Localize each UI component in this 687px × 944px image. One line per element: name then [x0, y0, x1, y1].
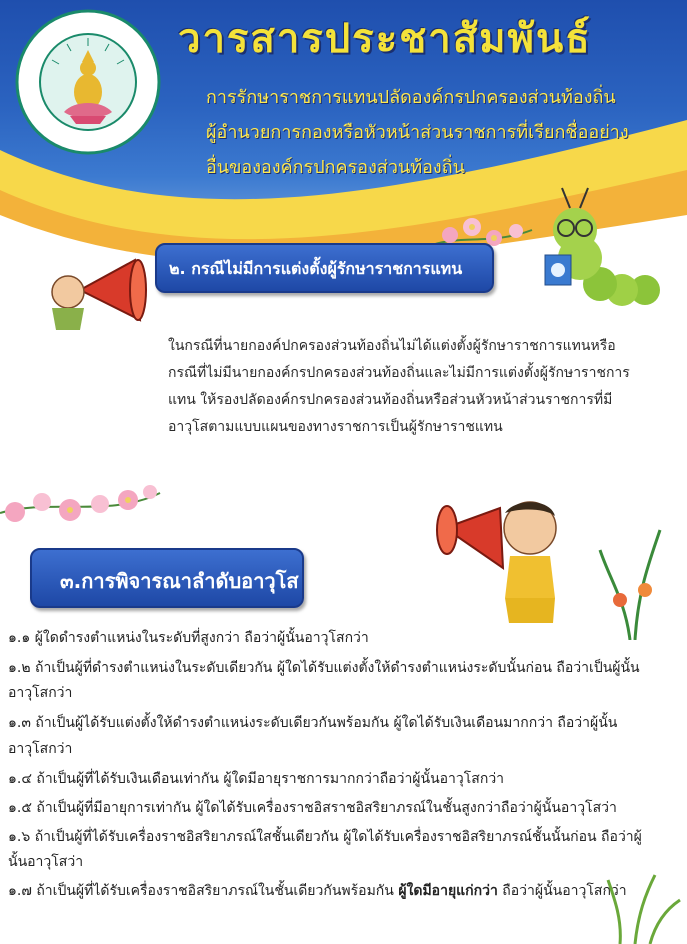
seniority-item: [8, 712, 617, 734]
item-number: ๑.๓: [8, 715, 31, 731]
paragraph-line: อาวุโสตามแบบแผนของทางราชการเป็นผู้รักษาราชแทน: [168, 419, 503, 435]
seniority-item: [8, 880, 627, 902]
item-text: ถือว่าผู้นั้นอาวุโสกว่า: [502, 883, 627, 899]
item-number: ๑.๖: [8, 829, 31, 845]
grass-illustration: [600, 870, 687, 944]
paragraph-line: แทน ให้รองปลัดองค์กรปกครองส่วนท้องถิ่นหรือส่วนหัวหน้าส่วนราชการที่มี: [168, 392, 613, 408]
paragraph-line: กรณีที่ไม่มีนายกองค์กรปกครองส่วนท้องถิ่นและไม่มีการแต่งตั้งผู้รักษาราชการ: [168, 365, 630, 381]
item-continuation: อาวุโสกว่า: [8, 685, 73, 701]
subtitle-line: การรักษาราชการแทนปลัดองค์กรปกครองส่วนท้องถิ่น: [206, 87, 616, 108]
item-text: ถ้าเป็นผู้ที่มีอายุการเท่ากัน ผู้ใดได้รับเครื่องราชอิสราชอิสริยาภรณ์ในชั้นสูงกว่าถือว่าผู้นั้นอาวุโสว่า: [36, 800, 617, 816]
item-text: ถ้าเป็นผู้ที่ดำรงตำแหน่งในระดับเดียวกัน ผู้ใดได้รับแต่งตั้งให้ดำรงตำแหน่งระดับนั้นก่อน ถือว่าเป็นผู้นั้น: [35, 660, 640, 676]
item-number: ๑.๕: [8, 800, 32, 816]
item-text: ผู้ใดดำรงตำแหน่งในระดับที่สูงกว่า ถือว่าผู้นั้นอาวุโสกว่า: [34, 630, 369, 646]
item-number: ๑.๒: [8, 660, 31, 676]
megaphone-man-illustration: [40, 250, 160, 330]
item-text: ถ้าเป็นผู้ได้รับแต่งตั้งให้ดำรงตำแหน่งระดับเดียวกันพร้อมกัน ผู้ใดได้รับเงินเดือนมากกว่า ถือว่าผู้นั้น: [35, 715, 618, 731]
item-text: ถ้าเป็นผู้ที่ได้รับเครื่องราชอิสริยาภรณ์ใสชั้นเดียวกัน ผู้ใดได้รับเครื่องราชอิสริยาภรณ์ชั้นนั้นก่อน ถือว่าผู้: [34, 829, 642, 845]
paragraph-line: ในกรณีที่นายกองค์ปกครองส่วนท้องถิ่นไม่ได้แต่งตั้งผู้รักษาราชการแทนหรือ: [168, 338, 616, 354]
plant-illustration: [590, 520, 675, 640]
item-number: ๑.๔: [8, 771, 32, 787]
section-3-heading: [30, 548, 304, 608]
seniority-item: [8, 826, 642, 848]
organization-seal-logo: [14, 8, 162, 156]
item-text-bold: ผู้ใดมีอายุแก่กว่า: [398, 883, 498, 899]
flower-garland-illustration: [0, 478, 165, 538]
section-3-heading-text: ๓.การพิจารณาลำดับอาวุโส: [60, 569, 299, 593]
section-2-heading: [155, 243, 494, 293]
item-number: ๑.๑: [8, 630, 31, 646]
page-title: วารสารประชาสัมพันธ์: [178, 15, 592, 62]
item-text: ถ้าเป็นผู้ที่ได้รับเงินเดือนเท่ากัน ผู้ใดมีอายุราชการมากกว่าถือว่าผู้นั้นอาวุโสกว่า: [36, 771, 505, 787]
item-continuation: อาวุโสกว่า: [8, 741, 73, 757]
caterpillar-mascot-illustration: [540, 180, 675, 310]
seniority-item: [8, 627, 369, 649]
item-text: ถ้าเป็นผู้ที่ได้รับเครื่องราชอิสริยาภรณ์ในชั้นเดียวกันพร้อมกัน: [36, 883, 394, 899]
megaphone-boy-illustration: [425, 488, 605, 628]
item-number: ๑.๗: [8, 883, 32, 899]
subtitle-line: อื่นขององค์กรปกครองส่วนท้องถิ่น: [206, 157, 465, 178]
seniority-item: [8, 768, 504, 790]
section-2-heading-text: ๒. กรณีไม่มีการแต่งตั้งผู้รักษาราชการแทน: [169, 259, 463, 278]
seniority-item: [8, 797, 617, 819]
item-continuation: นั้นอาวุโสว่า: [8, 854, 84, 870]
seniority-item: [8, 657, 640, 679]
subtitle-line: ผู้อำนวยการกองหรือหัวหน้าส่วนราชการที่เรียกชื่ออย่าง: [206, 122, 629, 143]
